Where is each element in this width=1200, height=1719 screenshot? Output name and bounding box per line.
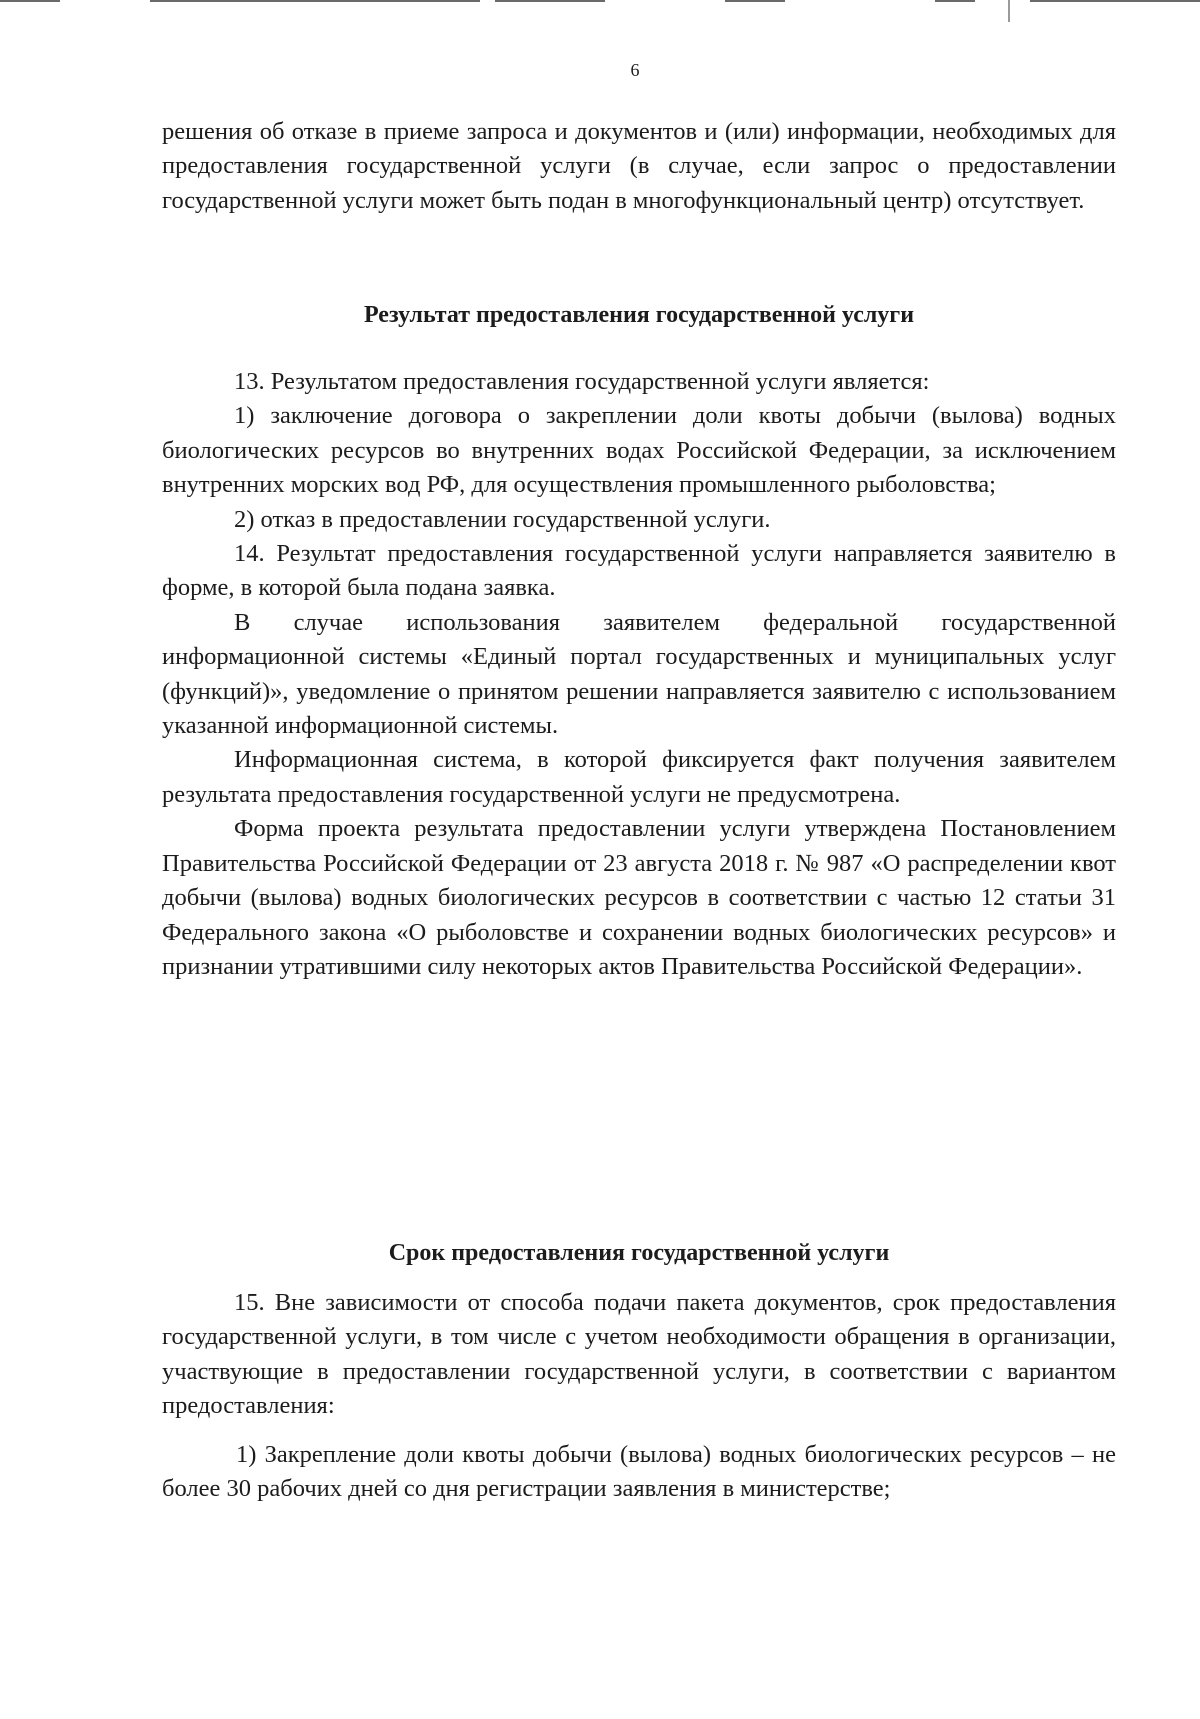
clause-15-item-1: 1) Закрепление доли квоты добычи (вылова) водных биологических ресурсов – не более 30 рабочих дней со дня регистрации заявления в министерстве; (162, 1440, 1116, 1503)
scan-edge-artifact (0, 0, 1200, 8)
clause-14-epgu-paragraph: В случае использования заявителем федеральной государственной информационной системы «Единый портал государственных и муниципальных услуг (функций)», уведомление о принятом решении направляется заявителю с использованием указанной информационной системы. (162, 608, 1116, 740)
clause-15: 15. Вне зависимости от способа подачи пакета документов, срок предоставления государственной услуги, в том числе с учетом необходимости обращения в организации, участвующие в предоставлении государственной услуги, в соответствии с вариантом предоставления: (162, 1289, 1116, 1420)
clause-13-item-1: 1) заключение договора о закреплении доли квоты добычи (вылова) водных биологических ресурсов во внутренних водах Российской Федерации, за исключением внутренних морских вод РФ, для осуществления промышленного рыболовства; (162, 402, 1116, 499)
intro-paragraph-block (162, 115, 1116, 218)
clause-13-item-2: 2) отказ в предоставлении государственной услуги. (234, 505, 771, 533)
section-body-result (162, 365, 1116, 984)
clause-14: 14. Результат предоставления государственной услуги направляется заявителю в форме, в которой была подана заявка. (162, 540, 1116, 602)
clause-14-info-system-paragraph: Информационная система, в которой фиксируется факт получения заявителем результата предоставления государственной услуги не предусмотрена. (162, 746, 1116, 808)
page-number: 6 (630, 60, 640, 80)
clause-13: 13. Результатом предоставления государственной услуги является: (234, 368, 930, 395)
intro-paragraph: решения об отказе в приеме запроса и документов и (или) информации, необходимых для предоставления государственной услуги (в случае, если запрос о предоставлении государственной услуги может быть подан в многофункциональный центр) отсутствует. (162, 118, 1116, 214)
clause-14-form-paragraph: Форма проекта результата предоставлении услуги утверждена Постановлением Правительства Российской Федерации от 23 августа 2018 г. № 987 «О распределении квот добычи (вылова) водных биологических ресурсов в соответствии с частью 12 статьи 31 Федерального закона «О рыболовстве и сохранении водных биологических ресурсов» и признании утратившими силу некоторых актов Правительства Российской Федерации». (162, 815, 1116, 980)
section-heading-result: Результат предоставления государственной услуги (363, 302, 915, 328)
section-body-term (162, 1286, 1116, 1506)
section-heading-term: Срок предоставления государственной услуги (388, 1240, 890, 1266)
